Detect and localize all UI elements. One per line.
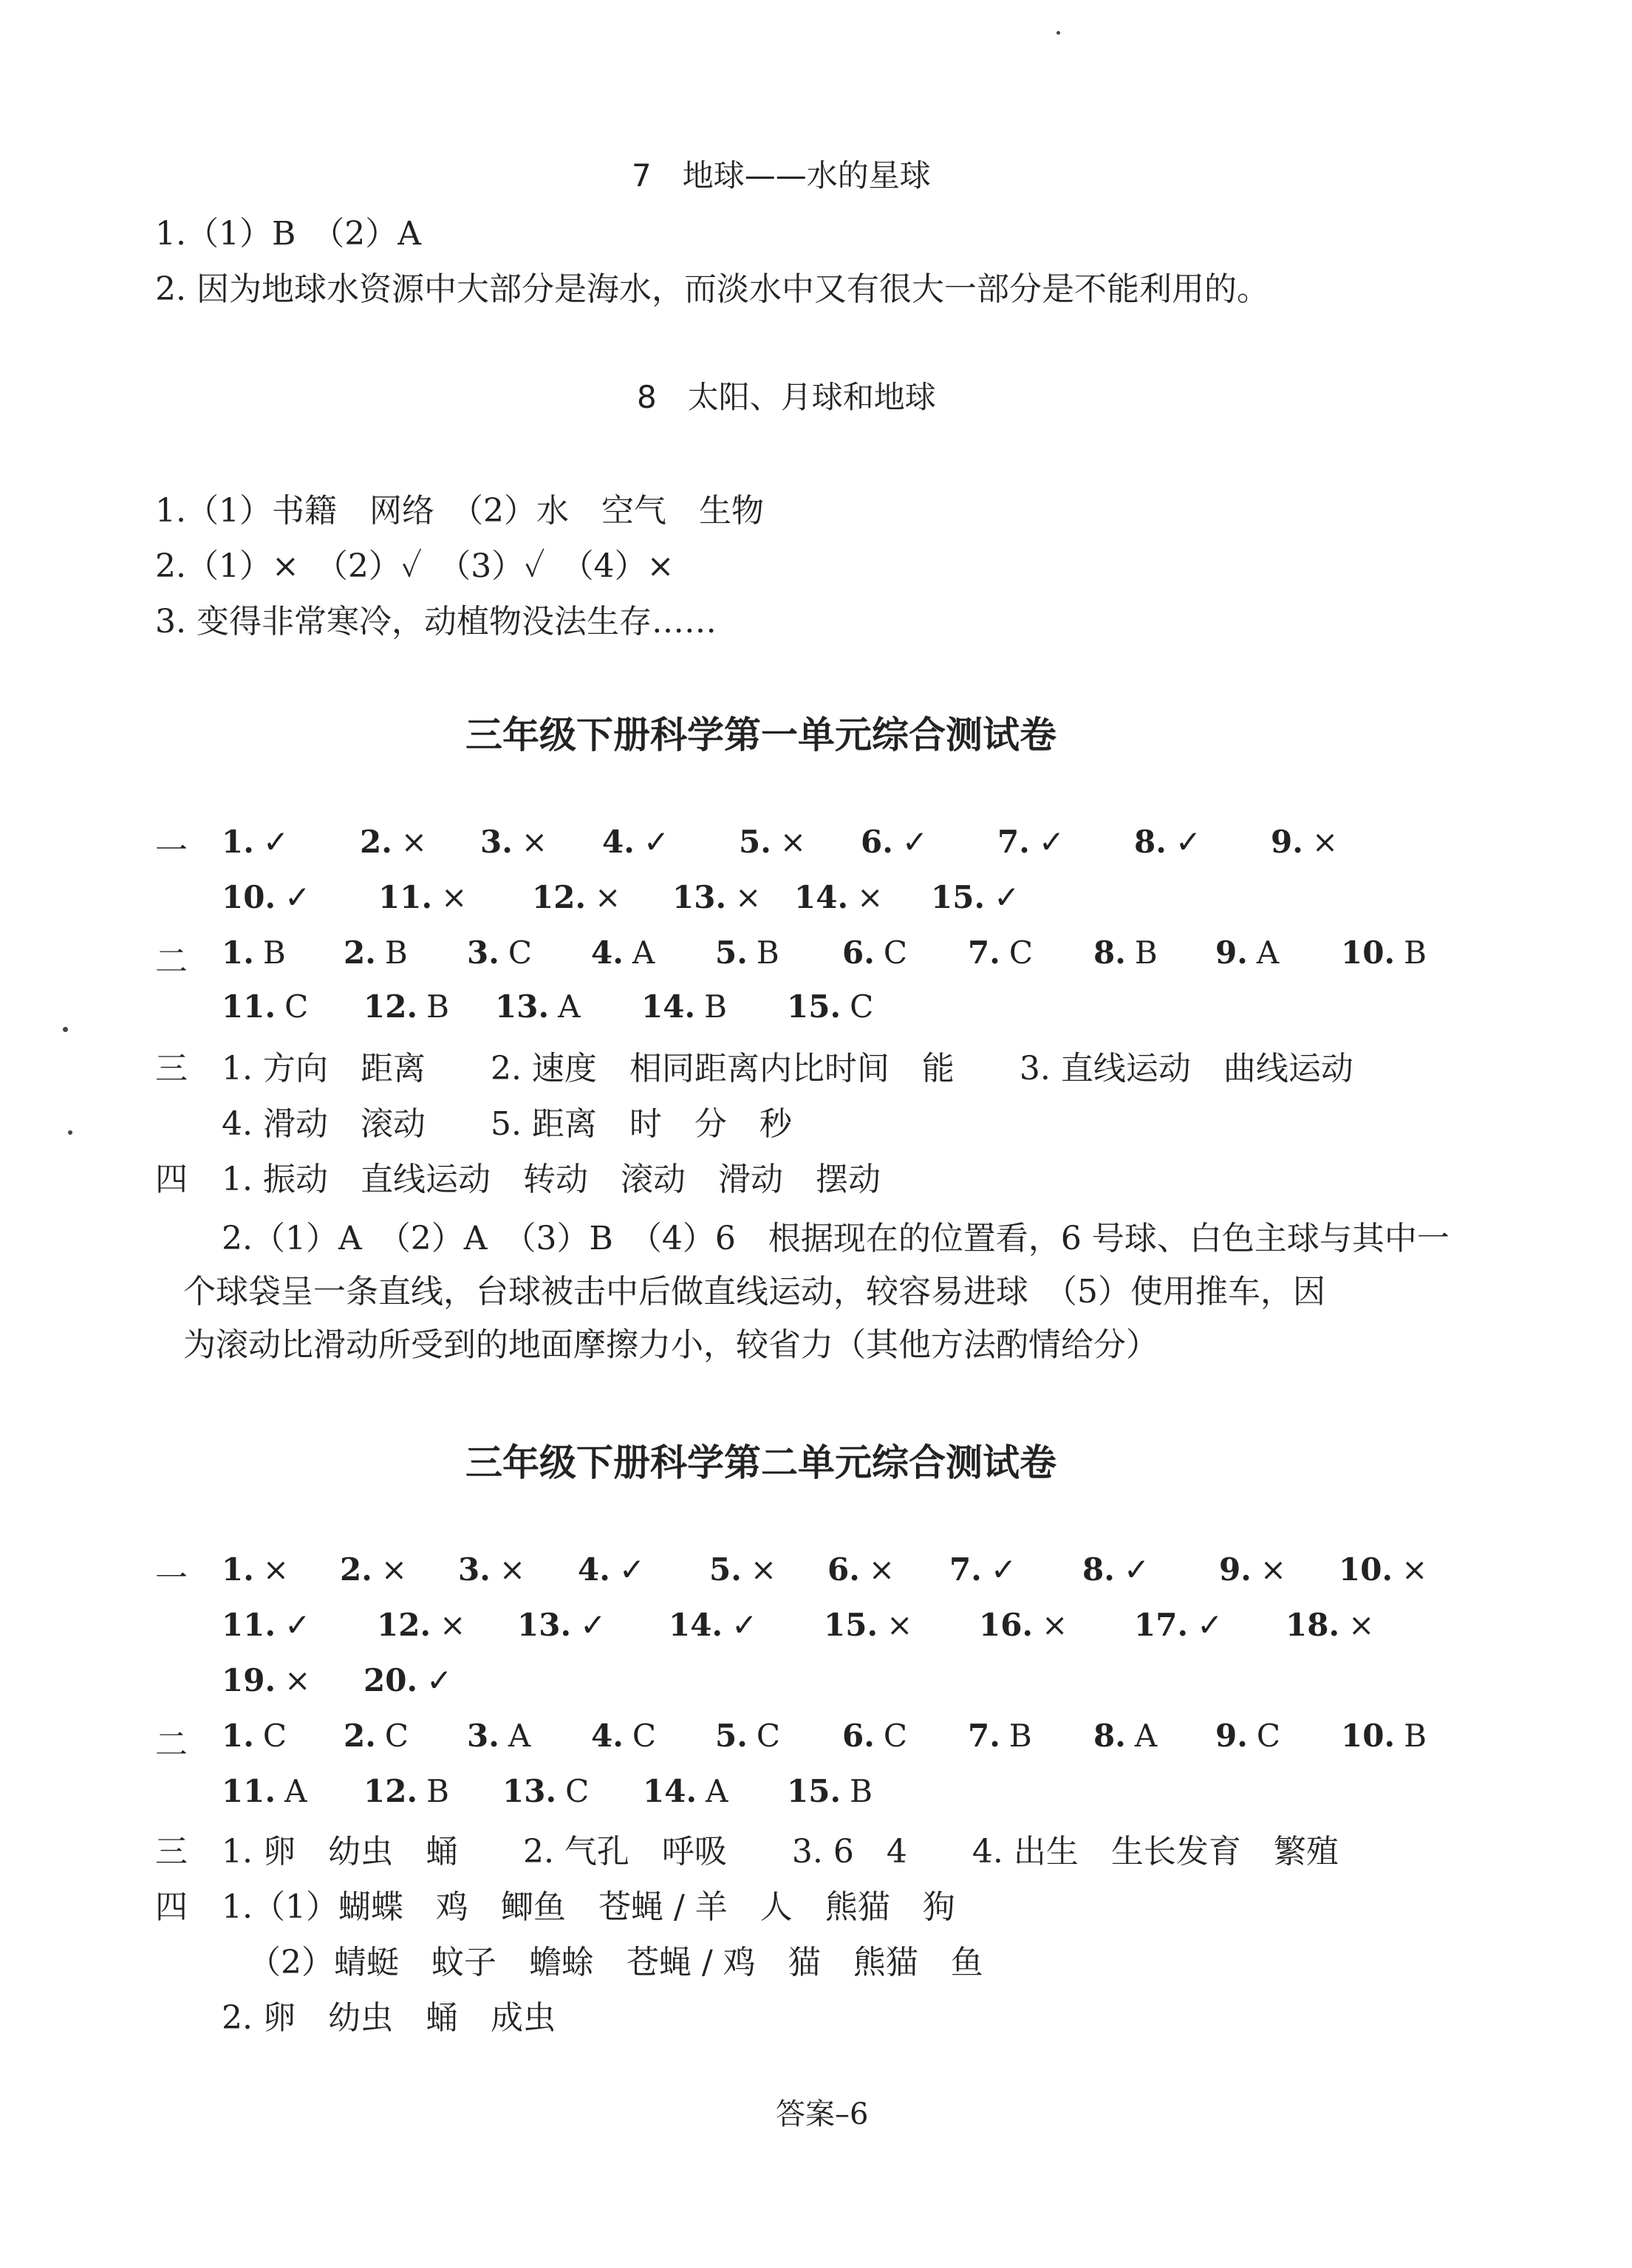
unit2-title: 三年级下册科学第二单元综合测试卷 bbox=[465, 1441, 1056, 1484]
answer-value: B bbox=[850, 1773, 873, 1809]
answer-item bbox=[344, 1718, 409, 1754]
question-number: 3. bbox=[467, 1718, 499, 1754]
answer-item bbox=[997, 824, 1065, 860]
answer-value: B bbox=[1404, 1718, 1427, 1754]
answer-value: × bbox=[262, 1551, 290, 1588]
scan-speck bbox=[1056, 31, 1060, 35]
answer-item bbox=[222, 988, 308, 1025]
answer-value: C bbox=[1008, 935, 1033, 971]
answer-item bbox=[794, 879, 883, 915]
answer-value: A bbox=[1134, 1718, 1158, 1754]
u1-part1-label: 一 bbox=[155, 832, 188, 870]
question-number: 11. bbox=[378, 879, 433, 915]
question-number: 2. bbox=[340, 1551, 372, 1588]
answer-value: × bbox=[1401, 1551, 1428, 1588]
answer-value: C bbox=[284, 988, 309, 1025]
answer-item bbox=[709, 1551, 776, 1588]
answer-item bbox=[827, 1551, 895, 1588]
answer-item bbox=[669, 1607, 757, 1643]
answer-item bbox=[1215, 935, 1279, 971]
answer-item bbox=[824, 1607, 912, 1643]
u1-part4-line-2: 2.（1）A （2）A （3）B （4）6 根据现在的位置看，6 号球、白色主球与其中一 bbox=[222, 1220, 1450, 1257]
question-number: 11. bbox=[222, 988, 276, 1025]
answer-item bbox=[1341, 1718, 1427, 1754]
answer-value: C bbox=[632, 1718, 656, 1754]
answer-value: B bbox=[704, 988, 727, 1025]
question-number: 10. bbox=[1341, 1718, 1396, 1754]
answer-value: × bbox=[750, 1551, 777, 1588]
question-number: 8. bbox=[1093, 1718, 1126, 1754]
answer-item bbox=[340, 1551, 407, 1588]
answer-value: B bbox=[384, 935, 408, 971]
answer-item bbox=[377, 1607, 465, 1643]
answer-value: × bbox=[887, 1607, 913, 1643]
question-number: 3. bbox=[467, 935, 499, 971]
u1-part4-line-1: 1. 振动 直线运动 转动 滚动 滑动 摆动 bbox=[222, 1161, 881, 1198]
u2-part4-line-3: 2. 卵 幼虫 蛹 成虫 bbox=[222, 1999, 556, 2037]
u1-part3-line-1: 1. 方向 距离 2. 速度 相同距离内比时间 能 3. 直线运动 曲线运动 bbox=[222, 1050, 1353, 1087]
question-number: 4. bbox=[591, 935, 624, 971]
answer-value: A bbox=[284, 1773, 307, 1809]
answer-value: × bbox=[380, 1551, 408, 1588]
u1-part4-line-3: 个球袋呈一条直线，台球被击中后做直线运动，较容易进球 （5）使用推车，因 bbox=[183, 1273, 1325, 1311]
answer-item bbox=[1093, 935, 1158, 971]
answer-value: × bbox=[1260, 1551, 1287, 1588]
question-number: 14. bbox=[643, 1773, 697, 1809]
answer-item bbox=[222, 1607, 310, 1643]
question-number: 14. bbox=[669, 1607, 723, 1643]
answer-item bbox=[578, 1551, 645, 1588]
answer-value: B bbox=[1008, 1718, 1032, 1754]
u2-part4-label: 四 bbox=[155, 1888, 188, 1926]
answer-value: × bbox=[521, 824, 548, 860]
s8-line-2: 2.（1）× （2）✓ （3）✓ （4）× bbox=[155, 547, 675, 585]
question-number: 6. bbox=[842, 935, 875, 971]
question-number: 6. bbox=[861, 824, 893, 860]
answer-value: × bbox=[1311, 824, 1339, 860]
question-number: 15. bbox=[787, 1773, 841, 1809]
answer-value: × bbox=[1348, 1607, 1375, 1643]
question-number: 13. bbox=[502, 1773, 557, 1809]
answer-item bbox=[344, 935, 408, 971]
answer-item bbox=[360, 824, 427, 860]
question-number: 12. bbox=[363, 1773, 418, 1809]
answer-value: B bbox=[426, 988, 449, 1025]
answer-item bbox=[787, 988, 873, 1025]
answer-item bbox=[495, 988, 580, 1025]
answer-item bbox=[968, 1718, 1032, 1754]
answer-item bbox=[222, 1551, 289, 1588]
answer-item bbox=[532, 879, 621, 915]
answer-value: A bbox=[508, 1718, 531, 1754]
answer-value: ✓ bbox=[1175, 824, 1202, 860]
answer-item bbox=[968, 935, 1033, 971]
question-number: 15. bbox=[931, 879, 986, 915]
answer-item bbox=[222, 879, 310, 915]
answer-value: × bbox=[857, 879, 884, 915]
answer-item bbox=[602, 824, 669, 860]
answer-item bbox=[1339, 1551, 1427, 1588]
answer-item bbox=[715, 1718, 780, 1754]
answer-value: C bbox=[565, 1773, 590, 1809]
scan-speck bbox=[68, 1130, 72, 1135]
answer-item bbox=[842, 1718, 907, 1754]
answer-item bbox=[363, 1662, 452, 1698]
answer-item bbox=[222, 824, 289, 860]
question-number: 5. bbox=[709, 1551, 742, 1588]
question-number: 15. bbox=[787, 988, 841, 1025]
s7-line-2: 2. 因为地球水资源中大部分是海水，而淡水中又有很大一部分是不能利用的。 bbox=[155, 270, 1269, 308]
answer-item bbox=[502, 1773, 589, 1809]
question-number: 13. bbox=[495, 988, 550, 1025]
question-number: 12. bbox=[377, 1607, 431, 1643]
answer-value: ✓ bbox=[618, 1551, 646, 1588]
u1-part4-label: 四 bbox=[155, 1161, 188, 1198]
page-number: 答案–6 bbox=[776, 2097, 869, 2131]
question-number: 14. bbox=[794, 879, 849, 915]
question-number: 10. bbox=[1339, 1551, 1393, 1588]
answer-value: × bbox=[499, 1551, 526, 1588]
answer-value: C bbox=[883, 935, 907, 971]
question-number: 10. bbox=[222, 879, 276, 915]
answer-value: C bbox=[384, 1718, 409, 1754]
unit1-title: 三年级下册科学第一单元综合测试卷 bbox=[465, 713, 1056, 756]
answer-value: B bbox=[1134, 935, 1158, 971]
answer-item bbox=[1215, 1718, 1280, 1754]
answer-item bbox=[591, 1718, 656, 1754]
answer-item bbox=[641, 988, 727, 1025]
question-number: 15. bbox=[824, 1607, 878, 1643]
question-number: 2. bbox=[344, 935, 376, 971]
answer-item bbox=[1093, 1718, 1157, 1754]
answer-value: × bbox=[779, 824, 807, 860]
question-number: 6. bbox=[827, 1551, 860, 1588]
question-number: 9. bbox=[1215, 1718, 1248, 1754]
question-number: 11. bbox=[222, 1607, 276, 1643]
answer-item bbox=[591, 935, 655, 971]
answer-item bbox=[480, 824, 547, 860]
answer-value: C bbox=[508, 935, 532, 971]
answer-value: ✓ bbox=[262, 824, 290, 860]
answer-value: × bbox=[868, 1551, 895, 1588]
question-number: 1. bbox=[222, 935, 254, 971]
question-number: 9. bbox=[1215, 935, 1248, 971]
answer-value: A bbox=[558, 988, 581, 1025]
question-number: 5. bbox=[715, 935, 748, 971]
question-number: 2. bbox=[344, 1718, 376, 1754]
u2-part3-label: 三 bbox=[155, 1833, 188, 1871]
answer-item bbox=[1134, 824, 1201, 860]
answer-item bbox=[1286, 1607, 1374, 1643]
u2-part4-line-1: 1.（1）蝴蝶 鸡 鲫鱼 苍蝇 / 羊 人 熊猫 狗 bbox=[222, 1888, 955, 1926]
question-number: 13. bbox=[517, 1607, 572, 1643]
answer-value: B bbox=[262, 935, 286, 971]
answer-value: × bbox=[441, 879, 468, 915]
question-number: 12. bbox=[532, 879, 587, 915]
question-number: 2. bbox=[360, 824, 392, 860]
answer-item bbox=[222, 1773, 307, 1809]
answer-value: ✓ bbox=[426, 1662, 453, 1698]
question-number: 4. bbox=[602, 824, 635, 860]
question-number: 4. bbox=[591, 1718, 624, 1754]
u1-part3-label: 三 bbox=[155, 1050, 188, 1087]
u2-part3-line-1: 1. 卵 幼虫 蛹 2. 气孔 呼吸 3. 6 4 4. 出生 生长发育 繁殖 bbox=[222, 1833, 1339, 1871]
answer-value: × bbox=[400, 824, 428, 860]
question-number: 5. bbox=[739, 824, 771, 860]
answer-item bbox=[643, 1773, 728, 1809]
answer-item bbox=[861, 824, 928, 860]
answer-value: × bbox=[1042, 1607, 1068, 1643]
answer-item bbox=[979, 1607, 1068, 1643]
question-number: 16. bbox=[979, 1607, 1034, 1643]
answer-value: × bbox=[440, 1607, 466, 1643]
question-number: 9. bbox=[1219, 1551, 1252, 1588]
question-number: 6. bbox=[842, 1718, 875, 1754]
answer-value: C bbox=[883, 1718, 907, 1754]
answer-value: ✓ bbox=[284, 1607, 311, 1643]
question-number: 8. bbox=[1134, 824, 1167, 860]
answer-value: ✓ bbox=[901, 824, 929, 860]
answer-item bbox=[672, 879, 761, 915]
answer-value: ✓ bbox=[1038, 824, 1065, 860]
answer-value: ✓ bbox=[580, 1607, 607, 1643]
u1-part4-line-4: 为滚动比滑动所受到的地面摩擦力小，较省力（其他方法酌情给分） bbox=[183, 1326, 1158, 1364]
question-number: 4. bbox=[578, 1551, 610, 1588]
section-title-7: 7 地球——水的星球 bbox=[632, 157, 931, 194]
answer-item bbox=[787, 1773, 873, 1809]
question-number: 8. bbox=[1082, 1551, 1115, 1588]
answer-item bbox=[1271, 824, 1338, 860]
answer-value: ✓ bbox=[643, 824, 670, 860]
s8-line-3: 3. 变得非常寒冷，动植物没法生存…… bbox=[155, 603, 717, 641]
answer-item bbox=[931, 879, 1020, 915]
answer-item bbox=[1082, 1551, 1150, 1588]
answer-item bbox=[1341, 935, 1427, 971]
question-number: 17. bbox=[1134, 1607, 1189, 1643]
question-number: 7. bbox=[997, 824, 1030, 860]
answer-value: ✓ bbox=[1123, 1551, 1150, 1588]
u1-part3-line-2: 4. 滑动 滚动 5. 距离 时 分 秒 bbox=[222, 1105, 792, 1143]
answer-value: C bbox=[262, 1718, 287, 1754]
answer-value: ✓ bbox=[990, 1551, 1017, 1588]
answer-value: ✓ bbox=[284, 879, 311, 915]
question-number: 14. bbox=[641, 988, 696, 1025]
u2-part2-label: 二 bbox=[155, 1726, 188, 1763]
answer-value: A bbox=[1256, 935, 1280, 971]
answer-value: ✓ bbox=[731, 1607, 758, 1643]
u1-part2-label: 二 bbox=[155, 943, 188, 980]
answer-value: × bbox=[735, 879, 762, 915]
u2-part1-label: 一 bbox=[155, 1560, 188, 1597]
question-number: 1. bbox=[222, 1718, 254, 1754]
answer-value: B bbox=[426, 1773, 449, 1809]
answer-item bbox=[517, 1607, 606, 1643]
answer-value: × bbox=[284, 1662, 311, 1698]
question-number: 3. bbox=[480, 824, 513, 860]
answer-value: B bbox=[756, 935, 779, 971]
answer-item bbox=[222, 1718, 287, 1754]
question-number: 5. bbox=[715, 1718, 748, 1754]
question-number: 1. bbox=[222, 1551, 254, 1588]
question-number: 20. bbox=[363, 1662, 418, 1698]
answer-value: C bbox=[850, 988, 874, 1025]
answer-value: C bbox=[756, 1718, 780, 1754]
answer-item bbox=[363, 988, 449, 1025]
question-number: 7. bbox=[968, 935, 1000, 971]
question-number: 18. bbox=[1286, 1607, 1340, 1643]
question-number: 11. bbox=[222, 1773, 276, 1809]
answer-item bbox=[378, 879, 467, 915]
question-number: 3. bbox=[458, 1551, 491, 1588]
s7-line-1: 1.（1）B （2）A bbox=[155, 215, 422, 253]
answer-item bbox=[222, 935, 286, 971]
answer-value: × bbox=[595, 879, 621, 915]
answer-value: B bbox=[1404, 935, 1427, 971]
answer-item bbox=[842, 935, 907, 971]
s8-line-1: 1.（1）书籍 网络 （2）水 空气 生物 bbox=[155, 492, 764, 530]
answer-value: A bbox=[632, 935, 655, 971]
question-number: 8. bbox=[1093, 935, 1126, 971]
answer-item bbox=[1134, 1607, 1223, 1643]
answer-item bbox=[458, 1551, 525, 1588]
answer-value: ✓ bbox=[1197, 1607, 1223, 1643]
answer-value: C bbox=[1256, 1718, 1280, 1754]
question-number: 1. bbox=[222, 824, 254, 860]
question-number: 7. bbox=[968, 1718, 1000, 1754]
answer-item bbox=[222, 1662, 310, 1698]
question-number: 9. bbox=[1271, 824, 1303, 860]
u2-part4-line-2: （2）蜻蜓 蚊子 蟾蜍 苍蝇 / 鸡 猫 熊猫 鱼 bbox=[248, 1944, 983, 1981]
question-number: 19. bbox=[222, 1662, 276, 1698]
question-number: 10. bbox=[1341, 935, 1396, 971]
answer-item bbox=[467, 1718, 530, 1754]
question-number: 12. bbox=[363, 988, 418, 1025]
answer-item bbox=[363, 1773, 449, 1809]
answer-item bbox=[739, 824, 806, 860]
answer-item bbox=[949, 1551, 1017, 1588]
answer-item bbox=[1219, 1551, 1286, 1588]
answer-value: A bbox=[706, 1773, 728, 1809]
question-number: 13. bbox=[672, 879, 727, 915]
answer-item bbox=[715, 935, 779, 971]
section-title-8: 8 太阳、月球和地球 bbox=[637, 379, 936, 415]
question-number: 7. bbox=[949, 1551, 982, 1588]
scan-speck bbox=[63, 1027, 68, 1032]
answer-item bbox=[467, 935, 532, 971]
answer-value: ✓ bbox=[994, 879, 1020, 915]
